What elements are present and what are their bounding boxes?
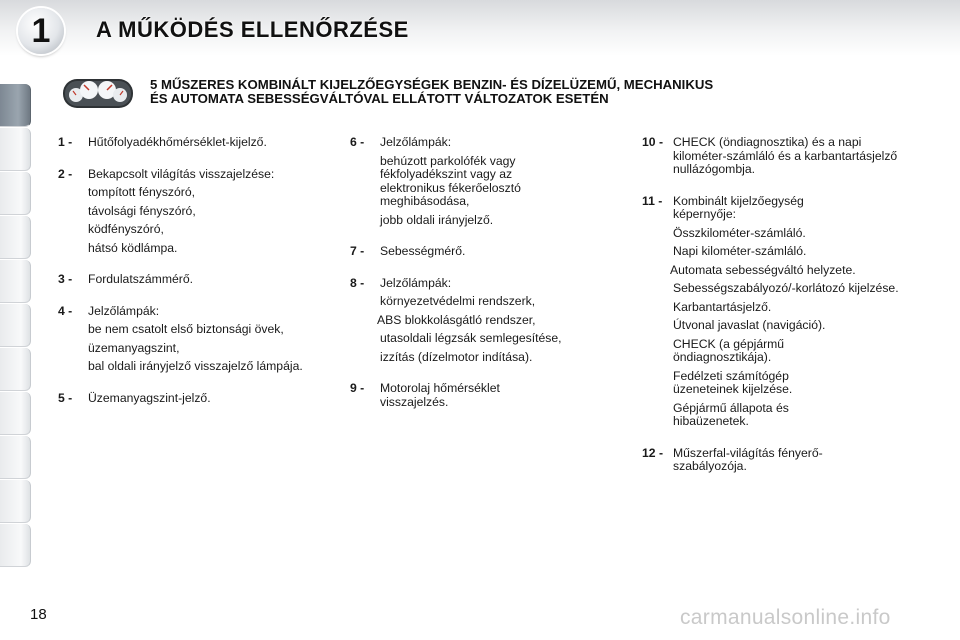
item-sub: jobb oldali irányjelző.: [380, 212, 494, 227]
legend-item-4: [58, 305, 338, 374]
legend-column-3: [642, 136, 932, 474]
item-sub: bal oldali irányjelző visszajelző lámpája.: [88, 359, 303, 373]
item-sub: be nem csatolt első biztonsági övek,: [88, 322, 284, 336]
legend-item-10: [642, 136, 932, 177]
chapter-number: 1: [31, 11, 51, 50]
chapter-tab-strip: [0, 64, 34, 576]
item-number: 12 -: [642, 445, 664, 460]
item-text: Üzemanyagszint-jelző.: [88, 390, 211, 405]
item-number: 4 -: [58, 303, 73, 318]
section-heading: [150, 78, 930, 106]
instrument-cluster-icon: [62, 76, 134, 110]
item-sub: Karbantartásjelző.: [673, 299, 772, 314]
item-sub: Napi kilométer-számláló.: [673, 244, 807, 258]
item-sub: utasoldali légzsák semlegesítése,: [380, 331, 562, 345]
section-heading-line2: ÉS AUTOMATA SEBESSÉGVÁLTÓVAL ELLÁTOTT VÁLTOZATOK ESETÉN: [150, 91, 609, 106]
chapter-badge: [18, 8, 64, 54]
chapter-tab-9[interactable]: [0, 436, 31, 479]
page-title: A MŰKÖDÉS ELLENŐRZÉSE: [96, 17, 409, 42]
item-sub: környezetvédelmi rendszerk,: [380, 294, 536, 308]
legend-column-1: [58, 136, 338, 405]
legend-item-8: [350, 277, 630, 365]
item-sub: Sebességszabályozó/-korlátozó kijelzése.: [673, 281, 899, 295]
item-text: Kombinált kijelzőegység képernyője:: [673, 193, 804, 221]
chapter-tab-4[interactable]: [0, 216, 31, 259]
legend-item-11: [642, 195, 932, 429]
item-text: Hűtőfolyadékhőmérséklet-kijelző.: [88, 135, 267, 149]
item-sub: CHECK (a gépjármű öndiagnosztikája).: [673, 336, 785, 364]
item-sub: ABS blokkolásgátló rendszer,: [377, 312, 536, 327]
watermark: carmanualsonline.info: [680, 606, 891, 629]
item-sub: ködfényszóró,: [88, 222, 164, 236]
item-number: 3 -: [58, 272, 73, 286]
legend-item-1: [58, 136, 338, 150]
item-sub: üzemanyagszint,: [88, 340, 180, 355]
item-number: 7 -: [350, 244, 365, 258]
chapter-tab-8[interactable]: [0, 392, 31, 435]
item-number: 2 -: [58, 166, 73, 181]
chapter-tab-6[interactable]: [0, 304, 31, 347]
item-sub: távolsági fényszóró,: [88, 203, 196, 218]
chapter-tab-5[interactable]: [0, 260, 31, 303]
item-number: 9 -: [350, 381, 365, 395]
header-bar: [0, 0, 960, 56]
item-text: CHECK (öndiagnosztika) és a napi kilométer-számláló és a karbantartásjelző nullázógombja.: [673, 135, 898, 176]
legend-item-7: [350, 245, 630, 259]
item-text: Motorolaj hőmérséklet visszajelzés.: [380, 381, 500, 409]
legend-item-5: [58, 392, 338, 406]
item-sub: Összkilométer-számláló.: [673, 225, 806, 240]
page-number: 18: [30, 606, 47, 623]
item-sub: Automata sebességváltó helyzete.: [670, 262, 856, 277]
chapter-tab-11[interactable]: [0, 524, 31, 567]
item-sub: hátsó ködlámpa.: [88, 240, 178, 255]
item-text: Műszerfal-világítás fényerő-szabályozója.: [673, 445, 823, 473]
item-text: Bekapcsolt világítás visszajelzése:: [88, 166, 275, 181]
item-number: 5 -: [58, 390, 73, 405]
item-sub: tompított fényszóró,: [88, 185, 196, 199]
item-text: Fordulatszámmérő.: [88, 272, 193, 286]
item-sub: Gépjármű állapota és hibaüzenetek.: [673, 400, 789, 428]
item-sub: Fedélzeti számítógép üzeneteinek kijelzése.: [673, 368, 793, 396]
legend-item-12: [642, 447, 932, 474]
item-text: Jelzőlámpák:: [380, 135, 452, 149]
section-heading-line1: 5 MŰSZERES KOMBINÁLT KIJELZŐEGYSÉGEK BENZIN- ÉS DÍZELÜZEMŰ, MECHANIKUS: [150, 77, 714, 92]
item-number: 8 -: [350, 275, 365, 290]
legend-item-6: [350, 136, 630, 227]
item-text: Sebességmérő.: [380, 244, 466, 258]
legend-item-2: [58, 168, 338, 256]
item-text: Jelzőlámpák:: [380, 275, 452, 290]
chapter-tab-2[interactable]: [0, 128, 31, 171]
item-sub: behúzott parkolófék vagy fékfolyadékszint vagy az elektronikus fékerőelosztó meghibásodása,: [380, 153, 521, 208]
item-number: 1 -: [58, 135, 73, 149]
item-number: 6 -: [350, 135, 365, 149]
chapter-tab-3[interactable]: [0, 172, 31, 215]
item-sub: izzítás (dízelmotor indítása).: [380, 349, 533, 364]
item-text: Jelzőlámpák:: [88, 303, 160, 318]
legend-column-2: [350, 136, 630, 409]
chapter-tab-1[interactable]: [0, 84, 31, 127]
item-sub: Útvonal javaslat (navigáció).: [673, 318, 826, 332]
item-number: 11 -: [642, 193, 663, 208]
chapter-tab-7[interactable]: [0, 348, 31, 391]
chapter-tab-10[interactable]: [0, 480, 31, 523]
item-number: 10 -: [642, 135, 664, 149]
legend-item-3: [58, 273, 338, 287]
legend-item-9: [350, 382, 630, 409]
